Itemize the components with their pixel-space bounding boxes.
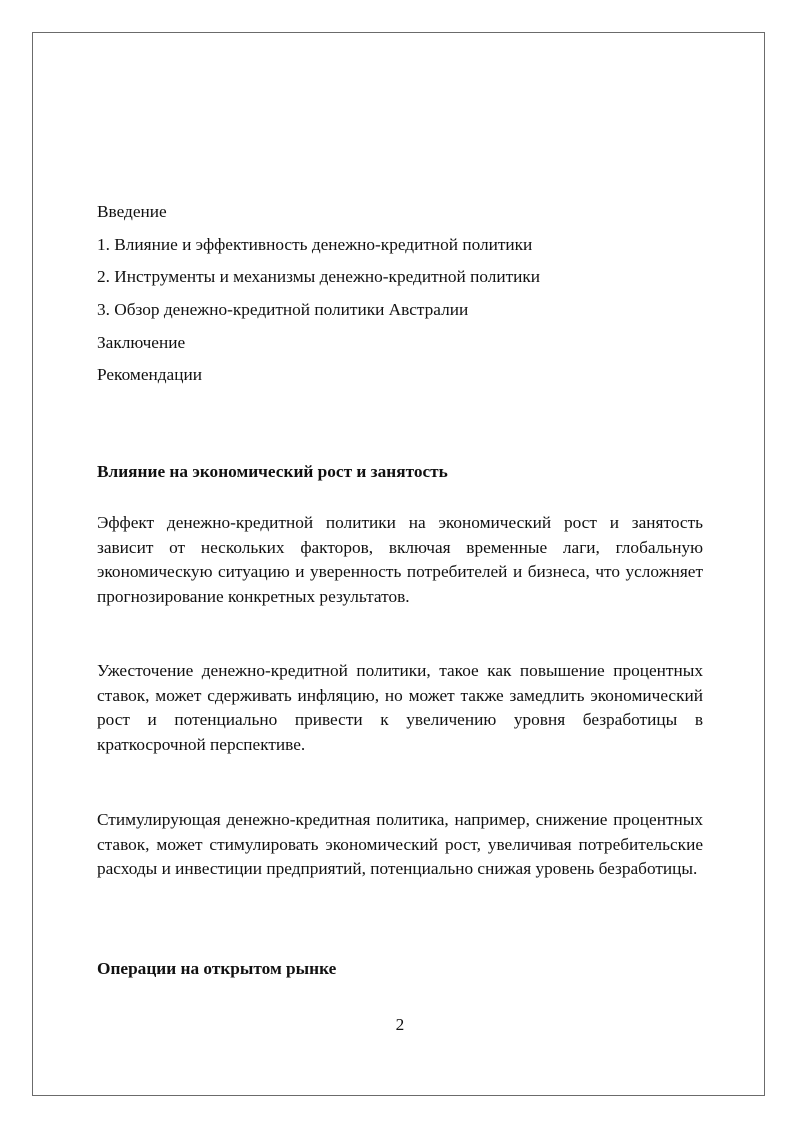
paragraph-3: Стимулирующая денежно-кредитная политика, например, снижение процентных ставок, может стимулировать экономический рост, увеличивая потребительские расходы и инвестиции предприятий, потенциально снижая уровень безработицы. <box>97 810 703 879</box>
toc-item-recommendations: Рекомендации <box>97 365 202 385</box>
table-of-contents <box>97 200 703 396</box>
toc-item-introduction: Введение <box>97 202 167 221</box>
toc-item-chapter-2: 2. Инструменты и механизмы денежно-кредитной политики <box>97 267 541 287</box>
toc-item-chapter-1: 1. Влияние и эффективность денежно-кредитной политики <box>97 234 533 254</box>
paragraph-2: Ужесточение денежно-кредитной политики, такое как повышение процентных ставок, может сдерживать инфляцию, но может также замедлить экономический рост и потенциально привести к увеличению уровня безработицы в краткосрочной перспективе. <box>97 661 703 755</box>
toc-item-conclusion: Заключение <box>97 332 186 352</box>
section-heading-open-market: Операции на открытом рынке <box>97 959 337 978</box>
page-number: 2 <box>395 1015 405 1034</box>
toc-item-chapter-3: 3. Обзор денежно-кредитной политики Австралии <box>97 300 469 320</box>
paragraph-1: Эффект денежно-кредитной политики на экономический рост и занятость зависит от нескольких факторов, включая временные лаги, глобальную экономическую ситуацию и уверенность потребителей и бизнеса, что усложняет прогнозирование конкретных результатов. <box>97 513 703 607</box>
section-heading-growth-employment: Влияние на экономический рост и занятость <box>97 462 448 481</box>
